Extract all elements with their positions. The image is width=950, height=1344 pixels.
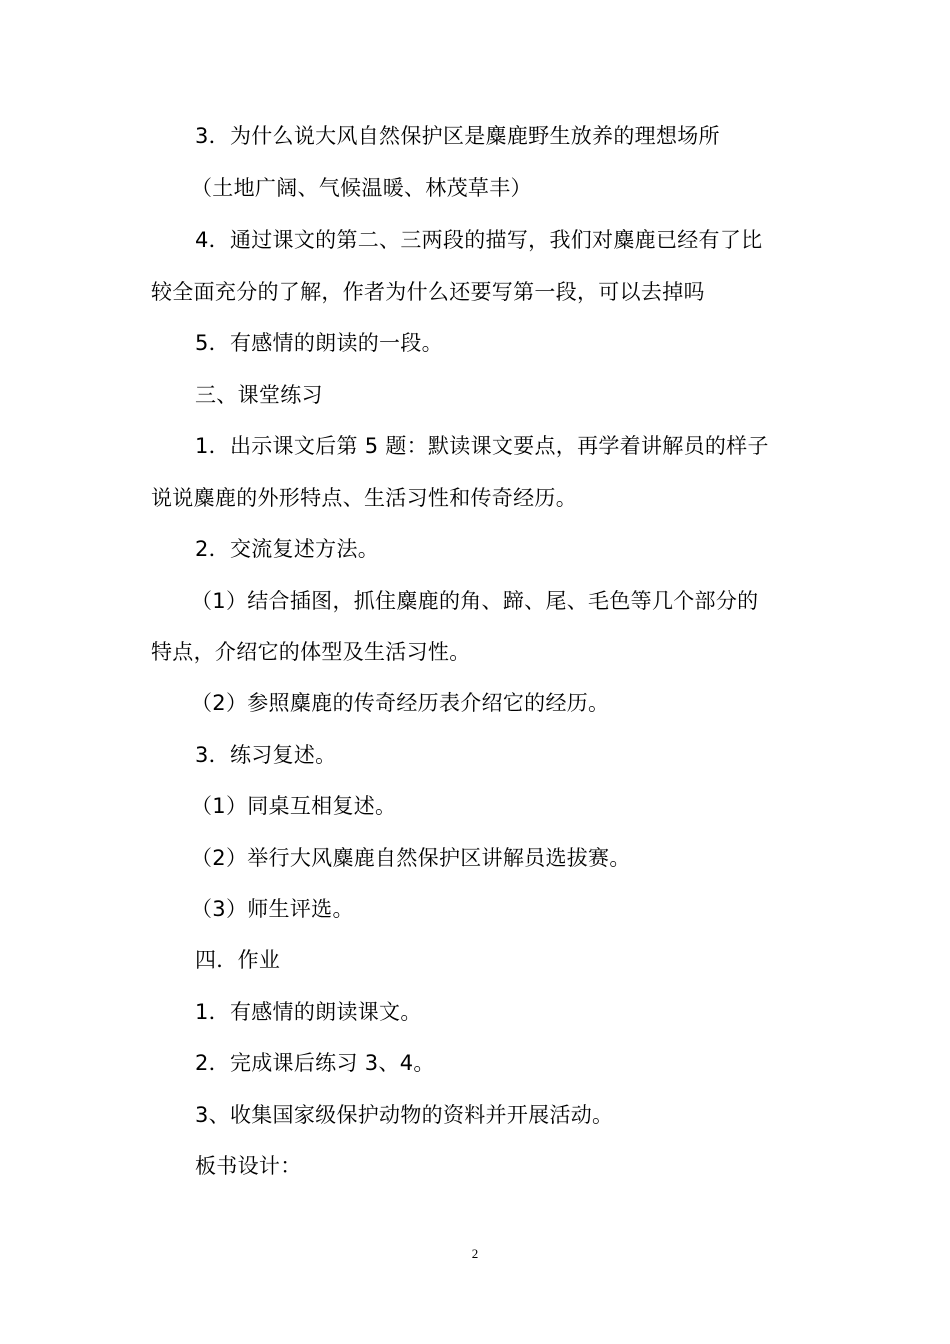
text-line: 2．完成课后练习 3、4。 [195,1051,435,1075]
text-line: 3．为什么说大风自然保护区是麋鹿野生放养的理想场所 [195,124,720,148]
text-line: （2）举行大风麋鹿自然保护区讲解员选拔赛。 [191,846,631,870]
page-number: 2 [471,1246,479,1261]
text-line: 说说麋鹿的外形特点、生活习性和传奇经历。 [151,486,577,510]
text-line: 5．有感情的朗读的一段。 [195,331,443,355]
text-line: 4．通过课文的第二、三两段的描写，我们对麋鹿已经有了比 [195,228,763,252]
text-line: （3）师生评选。 [191,897,354,921]
text-line: （土地广阔、气候温暖、林茂草丰） [191,176,532,200]
section-heading: 四．作业 [195,948,281,972]
text-line: （1）结合插图，抓住麋鹿的角、蹄、尾、毛色等几个部分的 [191,589,759,613]
text-line: （1）同桌互相复述。 [191,794,397,818]
text-line: 板书设计： [195,1154,302,1178]
text-line: （2）参照麋鹿的传奇经历表介绍它的经历。 [191,691,610,715]
text-line: 1．出示课文后第 5 题：默读课文要点，再学着讲解员的样子 [195,434,769,458]
text-line: 较全面充分的了解，作者为什么还要写第一段，可以去掉吗 [151,280,705,304]
text-line: 2．交流复述方法。 [195,537,380,561]
text-line: 1．有感情的朗读课文。 [195,1000,422,1024]
text-line: 3、收集国家级保护动物的资料并开展活动。 [195,1103,614,1127]
section-heading: 三、课堂练习 [195,383,323,407]
text-line: 3．练习复述。 [195,743,337,767]
text-line: 特点，介绍它的体型及生活习性。 [151,640,471,664]
